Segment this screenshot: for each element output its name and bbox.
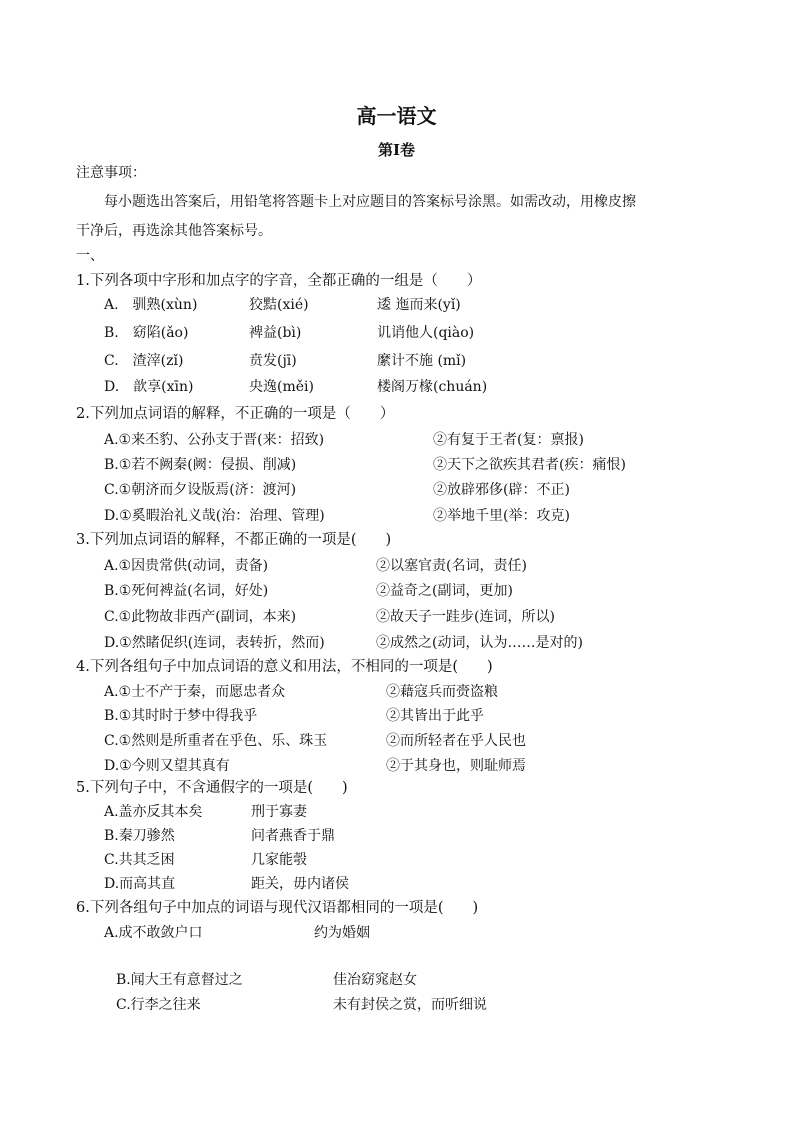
option-cell: B.①其时时于梦中得我乎 [104, 708, 258, 724]
question-stem: 4.下列各组句子中加点词语的意义和用法，不相同的一项是( ) [76, 659, 493, 675]
question-stem: 5.下列句子中，不含通假字的一项是( ) [76, 780, 348, 796]
option-cell: 刑于寡妻 [251, 804, 307, 820]
option-cell: ②藉寇兵而赍盗粮 [386, 684, 498, 700]
option-cell: A.①士不产于秦，而愿忠者众 [104, 684, 286, 700]
option-cell: ②成然之(动词，认为……是对的) [376, 635, 583, 651]
option-cell: A.盖亦反其本矣 [104, 804, 203, 820]
option-cell: ②而所轻者在乎人民也 [386, 733, 526, 749]
option-cell: D.①然睹促织(连词，表转折，然而) [104, 635, 325, 651]
option-cell: 狡黠(xié) [249, 297, 309, 313]
option-cell: D.①奚暇治礼义哉(治：治理、管理) [104, 508, 325, 524]
option-cell: 距关，毋内诸侯 [251, 876, 349, 892]
option-cell: D.而高其直 [104, 876, 176, 892]
option-cell: ②故天子一跬步(连词，所以) [376, 609, 555, 625]
option-cell: B. 窈陷(ǎo) [104, 325, 189, 341]
notice-line: 干净后，再选涂其他答案标号。 [76, 223, 272, 239]
option-cell: C.①此物故非西产(副词，本来) [104, 609, 297, 625]
option-cell: D. 歆享(xīn) [104, 379, 194, 395]
notice-heading: 注意事项： [76, 165, 146, 181]
option-cell: A.①因贵常供(动词，责备) [104, 558, 269, 574]
option-cell: ②放辟邪侈(辟：不正) [433, 482, 570, 498]
option-cell: C.行李之往来 [116, 997, 201, 1013]
option-cell: 未有封侯之赏，而听细说 [333, 997, 487, 1013]
option-cell: 縻计不施 (mǐ) [377, 353, 467, 369]
option-cell: A.成不敢敛户口 [104, 925, 203, 941]
section-heading: 一、 [76, 248, 104, 264]
question-stem: 1.下列各项中字形和加点字的字音，全都正确的一组是（ ） [76, 273, 482, 289]
option-cell: D.①今则又望其真有 [104, 758, 230, 774]
page-title: 高一语文 [356, 104, 437, 128]
option-cell: 佳冶窈窕赵女 [333, 972, 417, 988]
option-cell: C. 渣滓(zǐ) [104, 353, 184, 369]
option-cell: B.①若不阙秦(阙：侵损、削减) [104, 457, 297, 473]
question-stem: 3.下列加点词语的解释，不都正确的一项是( ) [76, 532, 392, 548]
option-cell: B.秦刀骖然 [104, 828, 175, 844]
option-cell: 裨益(bì) [249, 325, 302, 341]
option-cell: 贲发(jī) [249, 353, 297, 369]
option-cell: ②举地千里(举：攻克) [433, 508, 570, 524]
option-cell: ②天下之欲疾其君者(疾：痛恨) [433, 457, 626, 473]
option-cell: ②有复于王者(复：禀报) [433, 432, 584, 448]
option-cell: 楼阁万椽(chuán) [377, 379, 488, 395]
option-cell: ②益奇之(副词，更加) [376, 583, 513, 599]
notice-line: 每小题选出答案后，用铅笔将答题卡上对应题目的答案标号涂黑。如需改动，用橡皮擦 [104, 194, 636, 210]
option-cell: C.共其乏困 [104, 852, 175, 868]
option-cell: ②其皆出于此乎 [386, 708, 484, 724]
question-stem: 6.下列各组句子中加点的词语与现代汉语都相同的一项是( ) [76, 900, 479, 916]
option-cell: 逶 迤而来(yǐ) [377, 297, 461, 313]
option-cell: A.①来丕豹、公孙支于晋(来：招致) [104, 432, 325, 448]
option-cell: 央逸(měi) [249, 379, 314, 395]
option-cell: 约为婚姻 [314, 925, 370, 941]
option-cell: 问者燕香于鼎 [251, 828, 335, 844]
section-subtitle: 第Ⅰ卷 [377, 141, 416, 159]
option-cell: ②以塞官责(名词，责任) [376, 558, 527, 574]
option-cell: 几家能彀 [251, 852, 307, 868]
option-cell: B.①死何裨益(名词，好处) [104, 583, 269, 599]
option-cell: B.闻大王有意督过之 [116, 972, 243, 988]
option-cell: A. 驯熟(xùn) [104, 297, 198, 313]
option-cell: ②于其身也，则耻师焉 [386, 758, 526, 774]
option-cell: C.①然则是所重者在乎色、乐、珠玉 [104, 733, 328, 749]
question-stem: 2.下列加点词语的解释，不正确的一项是（ ） [76, 406, 395, 422]
option-cell: 讥诮他人(qiào) [377, 325, 475, 341]
option-cell: C.①朝济而夕设版焉(济：渡河) [104, 482, 297, 498]
